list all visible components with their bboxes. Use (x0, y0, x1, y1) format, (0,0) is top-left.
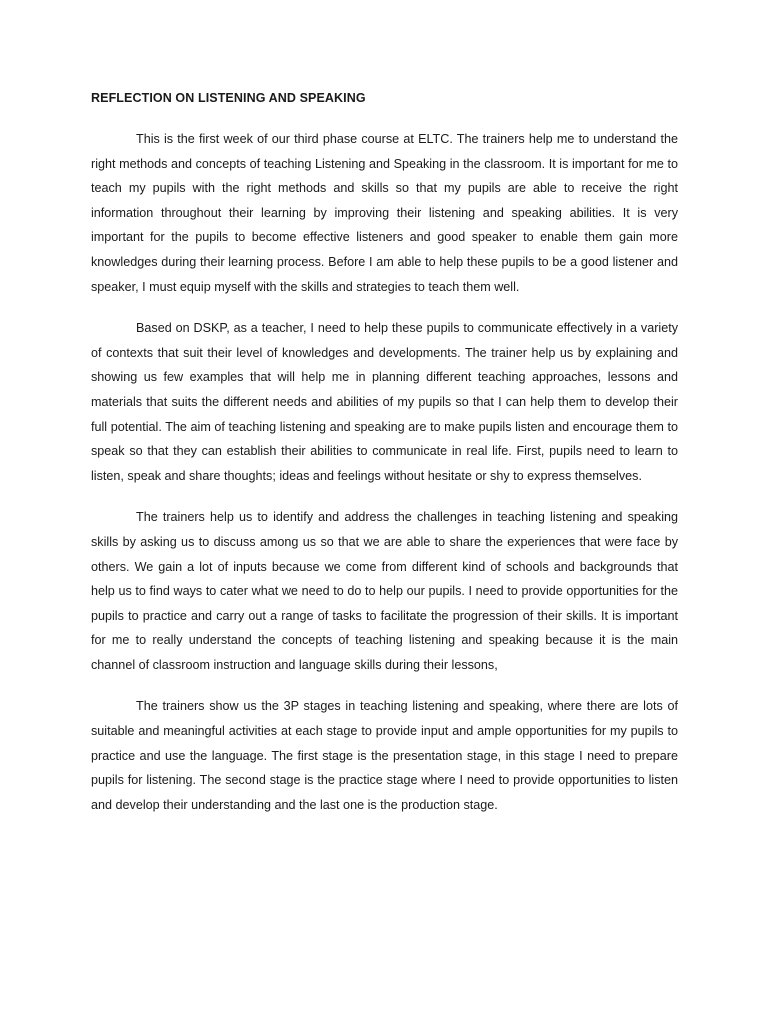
paragraph-3: The trainers help us to identify and address the challenges in teaching listening and speaking skills by asking us to discuss among us so that we are able to share the experiences that were face by others. We gain a lot of inputs because we come from different kind of schools and backgrounds that help us to find ways to cater what we need to do to help our pupils. I need to provide opportunities for the pupils to practice and carry out a range of tasks to facilitate the progression of their skills. It is important for me to really understand the concepts of teaching listening and speaking because it is the main channel of classroom instruction and language skills during their lessons, (91, 510, 678, 672)
paragraph-2: Based on DSKP, as a teacher, I need to help these pupils to communicate effectively in a variety of contexts that suit their level of knowledges and developments. The trainer help us by explaining and showing us few examples that will help me in planning different teaching approaches, lessons and materials that suits the different needs and abilities of my pupils so that I can help them to develop their full potential. The aim of teaching listening and speaking are to make pupils listen and encourage them to speak so that they can establish their abilities to communicate in real life. First, pupils need to learn to listen, speak and share thoughts; ideas and feelings without hesitate or shy to express themselves. (91, 321, 678, 483)
document-title: REFLECTION ON LISTENING AND SPEAKING (91, 91, 366, 105)
paragraph-4: The trainers show us the 3P stages in teaching listening and speaking, where there are lots of suitable and meaningful activities at each stage to provide input and ample opportunities for my pupils to practice and use the language. The first stage is the presentation stage, in this stage I need to prepare pupils for listening. The second stage is the practice stage where I need to provide opportunities to listen and develop their understanding and the last one is the production stage. (91, 699, 678, 812)
paragraph-1: This is the first week of our third phase course at ELTC. The trainers help me to understand the right methods and concepts of teaching Listening and Speaking in the classroom. It is important for me to teach my pupils with the right methods and skills so that my pupils are able to receive the right information throughout their learning by improving their listening and speaking abilities. It is very important for the pupils to become effective listeners and good speaker to enable them gain more knowledges during their learning process. Before I am able to help these pupils to be a good listener and speaker, I must equip myself with the skills and strategies to teach them well. (91, 132, 678, 294)
document-page (91, 88, 678, 834)
